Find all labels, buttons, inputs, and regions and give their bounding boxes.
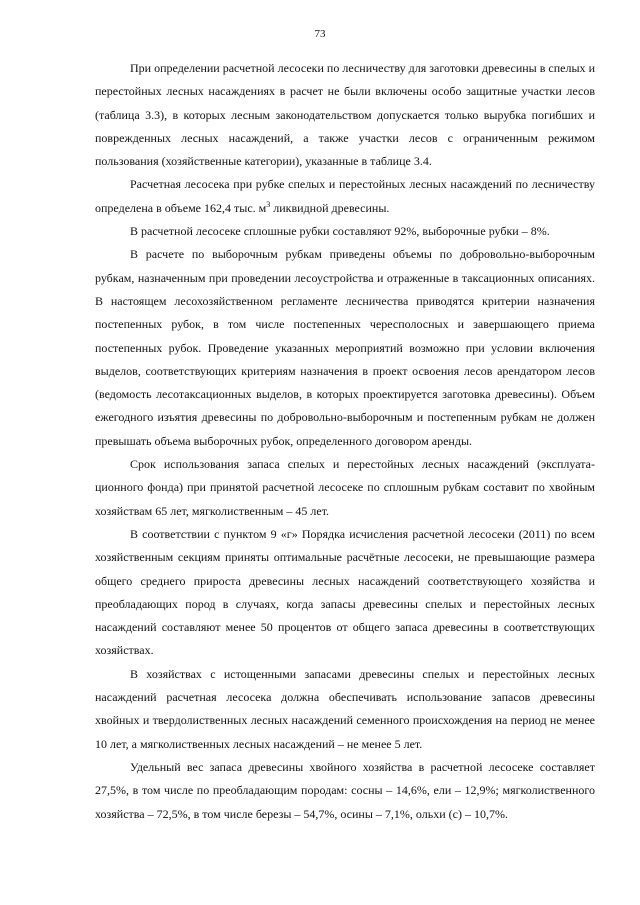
- document-body: [95, 57, 595, 826]
- paragraph-text: ликвидной древесины.: [270, 200, 390, 215]
- paragraph-allowable-cut-volume: [95, 173, 595, 220]
- paragraph-depleted-stands: В хозяйствах с истощенными запасами древесины спелых и перестойных лесных насаждений расчетная лесосека должна обеспечивать использование запасов древесины хвойных и твердолиственных лесных насаждений семенного происхождения на период не менее 10 лет, а мягколиственных лесных насаждений – не менее 5 лет.: [95, 666, 595, 751]
- page-number: 73: [314, 28, 326, 40]
- paragraph-species-share: Удельный вес запаса древесины хвойного хозяйства в расчетной лесосеке составляет 27,5%, в том числе по преобладающим породам: сосны – 14,6%, ели – 12,9%; мягколиственного хозяйства – 72,5%, в том числе березы – 54,7%, осины – 7,1%, ольхи (с) – 10,7%.: [95, 759, 595, 821]
- paragraph-text: Расчетная лесосека при рубке спелых и перестойных лесных насаждений по лесничеству определена в объеме 162,4 тыс. м: [95, 177, 595, 215]
- superscript-cubic: 3: [266, 199, 271, 209]
- paragraph-cut-shares: В расчетной лесосеке сплошные рубки составляют 92%, выборочные рубки – 8%.: [130, 224, 550, 239]
- paragraph-optimal-cut: В соответствии с пунктом 9 «г» Порядка исчисления расчетной лесосеки (2011) по всем хозяйственным секциям приняты оптимальные расчётные лесосеки, не превышающие размера общего среднего прироста древесины лесных насаждений соответствующего хозяйства и преобладающих пород в случаях, когда запасы древесины спелых и перестойных лесных насаждений составляют менее 50 процентов от общего запаса древесины в соответствующих хозяйствах.: [95, 526, 595, 658]
- paragraph-selective-cutting: В расчете по выборочным рубкам приведены объемы по добровольно-выборочным рубкам, назначенным при проведении лесоустройства и отраженные в таксационных описаниях. В настоящем лесохозяйственном регламенте лесничества приводятся критерии назначения постепенных рубок, в том числе постепенных чересполосных и завершающего приема постепенных рубок. Проведение указанных мероприятий возможно при условии включения выделов, соответствующих критериям назначения в проект освоения лесов арендатором лесов (ведомость лесотаксационных выделов, в которых проектируется заготовка древесины). Объем ежегодного изъятия древесины по добровольно-выборочным и постепенным рубкам не должен превышать объема выборочных рубок, определенного договором аренды.: [95, 247, 595, 448]
- paragraph-protected-areas: При определении расчетной лесосеки по лесничеству для заготовки древесины в спелых и перестойных лесных насаждениях в расчет не были включены особо защитные участки лесов (таблица 3.3), в которых лесным законодательством допускается только вырубка погибших и поврежденных лесных насаждений, а также участки лесов с ограниченным режимом пользования (хозяйственные категории), указанные в таблице 3.4.: [95, 61, 595, 169]
- paragraph-usage-period: Срок использования запаса спелых и перестойных лесных насаждений (эксплуатационного фонда) при принятой расчетной лесосеке по сплошным рубкам составит по хвойным хозяйствам 65 лет, мягколиственным – 45 лет.: [95, 457, 595, 518]
